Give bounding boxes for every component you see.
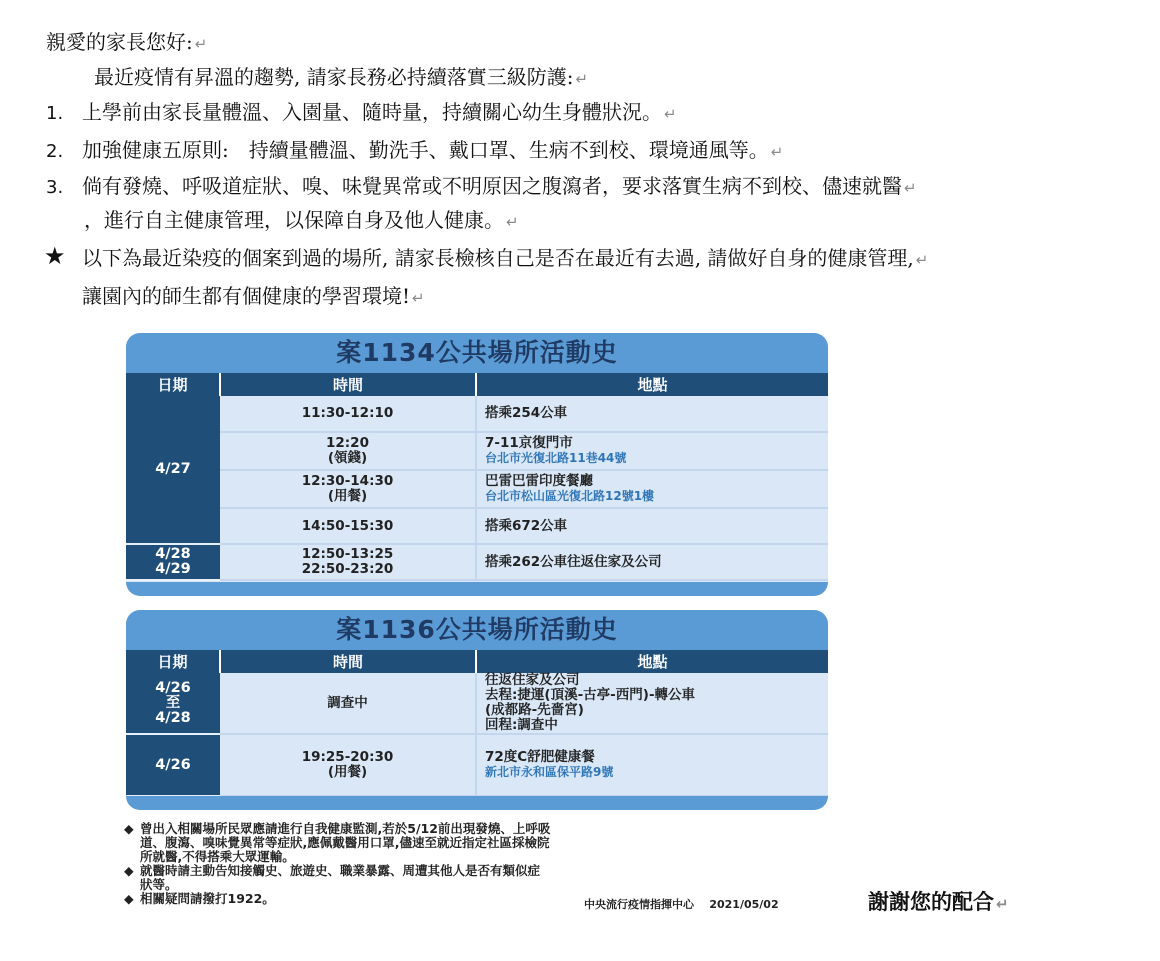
notice-list [124, 822, 834, 906]
diamond-bullet-icon: ◆ [124, 821, 134, 836]
header-time: 時間 [220, 373, 476, 396]
list-item-1: 1. 上學前由家長量體溫、入園量、隨時量，持續關心幼生身體狀況。 ↵ [46, 100, 677, 124]
case-1134-card [126, 333, 828, 596]
time-cell: 調查中 [220, 673, 476, 734]
list-item-3-continued: ，進行自主健康管理，以保障自身及他人健康。 ↵ [84, 208, 519, 232]
place-cell: 搭乘672公車 [476, 508, 828, 544]
table-header-row [126, 373, 828, 396]
table-row [126, 544, 828, 580]
place-cell: 7-11京復門市 台北市光復北路11巷44號 [476, 432, 828, 470]
case-1136-table [126, 650, 828, 797]
table-row [126, 396, 828, 432]
time-cell: 12:50-13:25 22:50-23:20 [220, 544, 476, 580]
issuer-line: 中央流行疫情指揮中心 2021/05/02 [584, 898, 779, 911]
header-time: 時間 [220, 650, 476, 673]
time-cell: 19:25-20:30 (用餐) [220, 734, 476, 796]
header-date: 日期 [126, 650, 220, 673]
table-row [126, 673, 828, 734]
diamond-bullet-icon: ◆ [124, 891, 134, 906]
place-cell: 巴雷巴雷印度餐廳 台北市松山區光復北路12號1樓 [476, 470, 828, 508]
place-cell: 搭乘262公車往返住家及公司 [476, 544, 828, 580]
list-item-3: 3. 倘有發燒、呼吸道症狀、嗅、味覺異常或不明原因之腹瀉者，要求落實生病不到校、儘速就醫 ↵ [46, 174, 917, 198]
date-cell: 4/26 至 4/28 [126, 673, 220, 734]
table-header-row [126, 650, 828, 673]
paragraph-mark: ↵ [575, 70, 589, 88]
thanks-line: 謝謝您的配合 ↵ [868, 889, 1009, 914]
header-place: 地點 [476, 650, 828, 673]
header-place: 地點 [476, 373, 828, 396]
notice-item: ◆ 就醫時請主動告知接觸史、旅遊史、職業暴露、周遭其他人是否有類似症 狀等。 [124, 863, 541, 892]
greeting: 親愛的家長您好: ↵ [46, 30, 208, 54]
list-item-2: 2. 加強健康五原則: 持續量體溫、勤洗手、戴口罩、生病不到校、環境通風等。 ↵ [46, 138, 784, 162]
notice-item: ◆ 相關疑問請撥打1922。 [124, 891, 275, 906]
date-cell: 4/28 4/29 [126, 544, 220, 580]
header-date: 日期 [126, 373, 220, 396]
paragraph-mark: ↵ [194, 35, 208, 53]
table-row [126, 508, 828, 544]
place-cell: 往返住家及公司 去程:捷運(頂溪-古亭-西門)-轉公車 (成都路-先嗇宮) 回程:調查中 [476, 673, 828, 734]
case-1134-title: 案1134公共場所活動史 [126, 333, 828, 373]
place-cell: 搭乘254公車 [476, 396, 828, 432]
time-cell: 12:30-14:30 (用餐) [220, 470, 476, 508]
date-cell: 4/26 [126, 734, 220, 796]
notice-item: ◆ 曾出入相關場所民眾應請進行自我健康監測,若於5/12前出現發燒、上呼吸 道、腹瀉、嗅味覺異常等症狀,應佩戴醫用口罩,儘速至就近指定社區採檢院 所就醫,不得搭乘大眾運輸。 [124, 821, 551, 864]
star-line-2: 讓園內的師生都有個健康的學習環境! ↵ [82, 284, 425, 308]
card-footer-band [126, 582, 828, 596]
table-row [126, 734, 828, 796]
time-cell: 12:20 (領錢) [220, 432, 476, 470]
star-icon: ★ [44, 242, 66, 270]
case-1136-title: 案1136公共場所活動史 [126, 610, 828, 650]
case-1136-card [126, 610, 828, 810]
case-1134-table [126, 373, 828, 581]
star-line-1: 以下為最近染疫的個案到過的場所, 請家長檢核自己是否在最近有去過, 請做好自身的健康管理, ↵ [82, 246, 929, 270]
time-cell: 14:50-15:30 [220, 508, 476, 544]
table-row [126, 432, 828, 470]
place-cell: 72度C舒肥健康餐 新北市永和區保平路9號 [476, 734, 828, 796]
time-cell: 11:30-12:10 [220, 396, 476, 432]
intro-line: 最近疫情有昇溫的趨勢, 請家長務必持續落實三級防護: ↵ [94, 65, 589, 89]
date-cell: 4/27 [126, 396, 220, 544]
diamond-bullet-icon: ◆ [124, 863, 134, 878]
table-row [126, 470, 828, 508]
card-footer-band [126, 796, 828, 810]
